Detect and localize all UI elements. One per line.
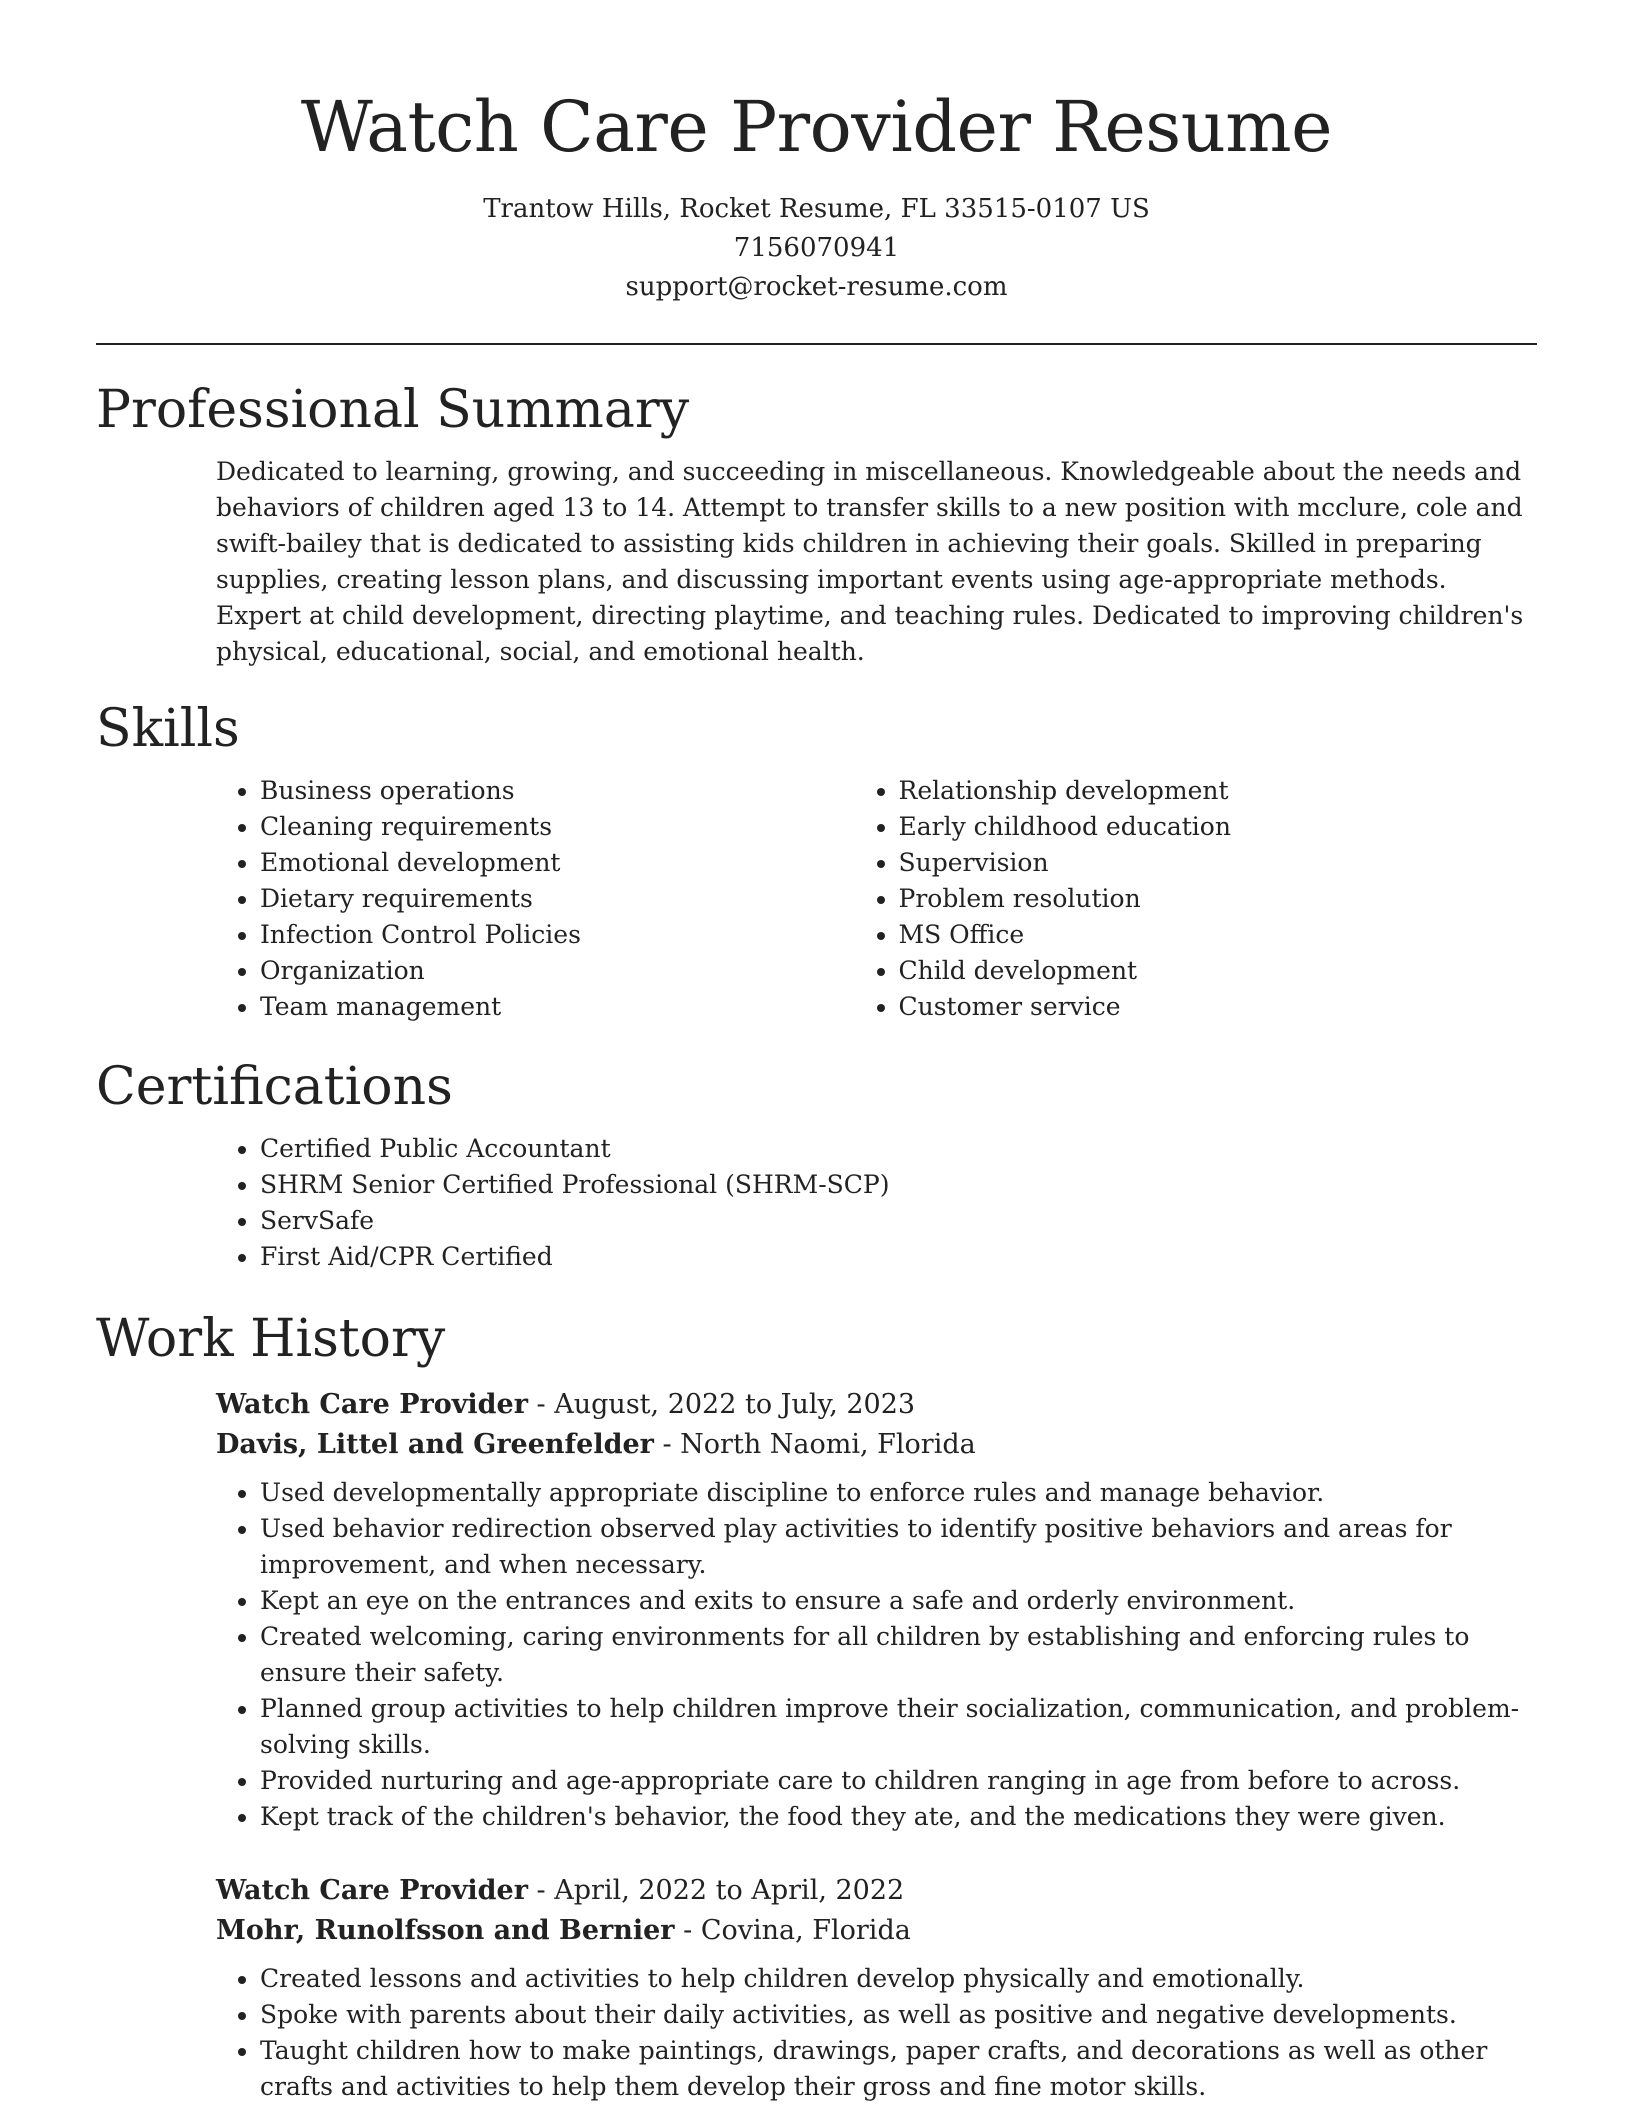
certification-item: • Certified Public Accountant	[260, 1131, 1537, 1167]
job-company: Mohr, Runolfsson and Bernier	[216, 1915, 675, 1946]
job-duty-item: • Used behavior redirection observed play activities to identify positive behaviors and areas for improvement, and when necessary.	[260, 1511, 1537, 1583]
job-title-line	[216, 1871, 1537, 1911]
skills-section	[96, 697, 1537, 1025]
work-history-heading: Work History	[96, 1309, 446, 1369]
summary-heading: Professional Summary	[96, 380, 690, 440]
job-company-line	[216, 1911, 1537, 1951]
job-company-line	[216, 1425, 1537, 1465]
job-duty-item: • Kept track of the children's behavior, the food they ate, and the medications they were given.	[260, 1799, 1537, 1835]
job-entry	[216, 1871, 1537, 2105]
skill-item: • Relationship development	[899, 773, 1538, 809]
skill-item: • Organization	[260, 953, 899, 989]
skills-list-left	[96, 773, 899, 1025]
certification-item: • First Aid/CPR Certified	[260, 1239, 1537, 1275]
skills-list-right	[899, 773, 1538, 1025]
resume-title: Watch Care Provider Resume	[300, 86, 1333, 168]
job-entry	[216, 1385, 1537, 1835]
job-duty-item: • Created lessons and activities to help children develop physically and emotionally.	[260, 1961, 1537, 1997]
header-divider	[96, 343, 1537, 345]
skill-item: • Cleaning requirements	[260, 809, 899, 845]
job-duty-item: • Spoke with parents about their daily activities, as well as positive and negative developments.	[260, 1997, 1537, 2033]
skill-item: • Early childhood education	[899, 809, 1538, 845]
skills-grid	[96, 773, 1537, 1025]
job-duty-item: • Taught children how to make paintings, drawings, paper crafts, and decorations as well as other crafts and activities to help them develop their gross and fine motor skills.	[260, 2033, 1537, 2105]
work-history-section	[96, 1307, 1537, 2105]
job-company: Davis, Littel and Greenfelder	[216, 1429, 654, 1460]
skill-item: • Supervision	[899, 845, 1538, 881]
job-location: - Covina, Florida	[674, 1915, 911, 1946]
job-duties-list	[216, 1961, 1537, 2105]
skill-item: • Infection Control Policies	[260, 917, 899, 953]
skills-heading: Skills	[96, 699, 240, 759]
job-duty-item: • Planned group activities to help children improve their socialization, communication, and problem-solving skills.	[260, 1691, 1537, 1763]
job-duty-item: • Used developmentally appropriate discipline to enforce rules and manage behavior.	[260, 1475, 1537, 1511]
job-dates: - April, 2022 to April, 2022	[527, 1875, 905, 1906]
job-duty-item: • Provided nurturing and age-appropriate care to children ranging in age from before to across.	[260, 1763, 1537, 1799]
skill-item: • Dietary requirements	[260, 881, 899, 917]
skill-item: • Problem resolution	[899, 881, 1538, 917]
skill-item: • MS Office	[899, 917, 1538, 953]
summary-text: Dedicated to learning, growing, and succeeding in miscellaneous. Knowledgeable about the needs and behaviors of children aged 13 to 14. Attempt to transfer skills to a new position with mcclure, cole and swift-bailey that is dedicated to assisting kids children in achieving their goals. Skilled in preparing supplies, creating lesson plans, and discussing important events using age-appropriate methods. Expert at child development, directing playtime, and teaching rules. Dedicated to improving children's physical, educational, social, and emotional health.	[216, 457, 1524, 666]
skill-item: • Emotional development	[260, 845, 899, 881]
job-dates: - August, 2022 to July, 2023	[527, 1389, 916, 1420]
certification-item: • SHRM Senior Certified Professional (SHRM-SCP)	[260, 1167, 1537, 1203]
skill-item: • Team management	[260, 989, 899, 1025]
jobs-container	[96, 1385, 1537, 2105]
job-duties-list	[216, 1475, 1537, 1835]
certifications-heading: Certifications	[96, 1057, 453, 1117]
phone: 7156070941	[733, 233, 900, 263]
skill-item: • Business operations	[260, 773, 899, 809]
job-title: Watch Care Provider	[216, 1875, 528, 1906]
certifications-section	[96, 1055, 1537, 1275]
certifications-list	[96, 1131, 1537, 1275]
certification-item: • ServSafe	[260, 1203, 1537, 1239]
email: support@rocket-resume.com	[625, 272, 1008, 302]
address: Trantow Hills, Rocket Resume, FL 33515-0107 US	[483, 194, 1150, 224]
job-title: Watch Care Provider	[216, 1389, 528, 1420]
resume-header	[96, 0, 1537, 345]
skill-item: • Child development	[899, 953, 1538, 989]
summary-section	[96, 378, 1537, 670]
skill-item: • Customer service	[899, 989, 1538, 1025]
job-duty-item: • Kept an eye on the entrances and exits to ensure a safe and orderly environment.	[260, 1583, 1537, 1619]
job-title-line	[216, 1385, 1537, 1425]
job-location: - North Naomi, Florida	[653, 1429, 976, 1460]
contact-info	[96, 190, 1537, 307]
job-duty-item: • Created welcoming, caring environments for all children by establishing and enforcing rules to ensure their safety.	[260, 1619, 1537, 1691]
